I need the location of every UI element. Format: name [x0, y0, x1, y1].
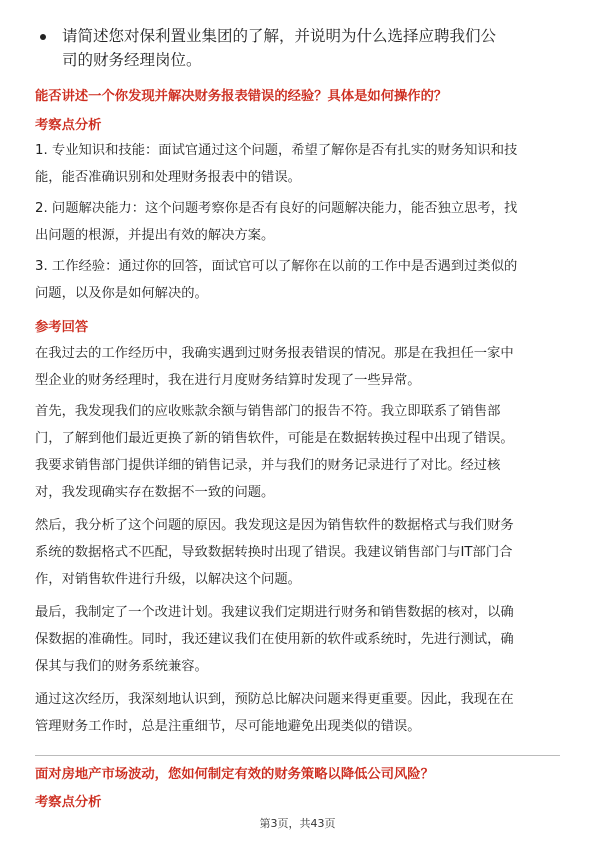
answer-line: 保其与我们的财务系统兼容。: [35, 659, 208, 674]
answer-line: 最后，我制定了一个改进计划。我建议我们定期进行财务和销售数据的核对，以确: [35, 605, 514, 620]
intro-question-line: 请简述您对保利置业集团的了解，并说明为什么选择应聘我们公: [62, 27, 497, 45]
analysis-point-line: 2. 问题解决能力：这个问题考察你是否有良好的问题解决能力，能否独立思考，找: [35, 201, 518, 216]
answer-paragraph-2: [35, 398, 560, 506]
analysis-point-1: [35, 137, 560, 191]
intro-question-text: [62, 24, 560, 72]
question-2-title: 面对房地产市场波动，您如何制定有效的财务策略以降低公司风险？: [35, 767, 434, 782]
answer-line: 通过这次经历，我深刻地认识到，预防总比解决问题来得更重要。因此，我现在在: [35, 692, 514, 707]
answer-line: 在我过去的工作经历中，我确实遇到过财务报表错误的情况。那是在我担任一家中: [35, 346, 514, 361]
answer-paragraph-3: [35, 512, 560, 593]
answer-line: 系统的数据格式不匹配，导致数据转换时出现了错误。我建议销售部门与IT部门合: [35, 545, 513, 560]
q2-analysis-label: 考察点分析: [35, 795, 102, 810]
analysis-point-line: 问题，以及你是如何解决的。: [35, 286, 208, 301]
answer-paragraph-1: [35, 340, 560, 394]
answer-paragraph-5: [35, 686, 560, 740]
analysis-point-3: [35, 253, 560, 307]
intro-question-bullet: [40, 24, 560, 72]
answer-line: 首先，我发现我们的应收账款余额与销售部门的报告不符。我立即联系了销售部: [35, 404, 501, 419]
answer-line: 然后，我分析了这个问题的原因。我发现这是因为销售软件的数据格式与我们财务: [35, 518, 514, 533]
analysis-point-2: [35, 195, 560, 249]
intro-question-line: 司的财务经理岗位。: [62, 51, 202, 69]
section-divider: [35, 755, 560, 756]
bullet-dot-icon: [40, 34, 46, 40]
analysis-point-line: 1. 专业知识和技能：面试官通过这个问题，希望了解你是否有扎实的财务知识和技: [35, 143, 518, 158]
answer-line: 管理财务工作时，总是注重细节，尽可能地避免出现类似的错误。: [35, 719, 421, 734]
q1-answer-label: 参考回答: [35, 320, 89, 335]
analysis-point-line: 能，能否准确识别和处理财务报表中的错误。: [35, 170, 301, 185]
question-1-title: 能否讲述一个你发现并解决财务报表错误的经验？具体是如何操作的？: [35, 89, 448, 104]
analysis-point-line: 3. 工作经验：通过你的回答，面试官可以了解你在以前的工作中是否遇到过类似的: [35, 259, 518, 274]
answer-line: 我要求销售部门提供详细的销售记录，并与我们的财务记录进行了对比。经过核: [35, 458, 501, 473]
analysis-point-line: 出问题的根源，并提出有效的解决方案。: [35, 228, 275, 243]
answer-line: 型企业的财务经理时，我在进行月度财务结算时发现了一些异常。: [35, 373, 421, 388]
answer-line: 对，我发现确实存在数据不一致的问题。: [35, 485, 275, 500]
answer-line: 作，对销售软件进行升级，以解决这个问题。: [35, 572, 301, 587]
page-number: 第3页，共43页: [259, 817, 336, 830]
q1-analysis-label: 考察点分析: [35, 118, 102, 133]
answer-line: 保数据的准确性。同时，我还建议我们在使用新的软件或系统时，先进行测试，确: [35, 632, 514, 647]
answer-paragraph-4: [35, 599, 560, 680]
answer-line: 门，了解到他们最近更换了新的销售软件，可能是在数据转换过程中出现了错误。: [35, 431, 514, 446]
